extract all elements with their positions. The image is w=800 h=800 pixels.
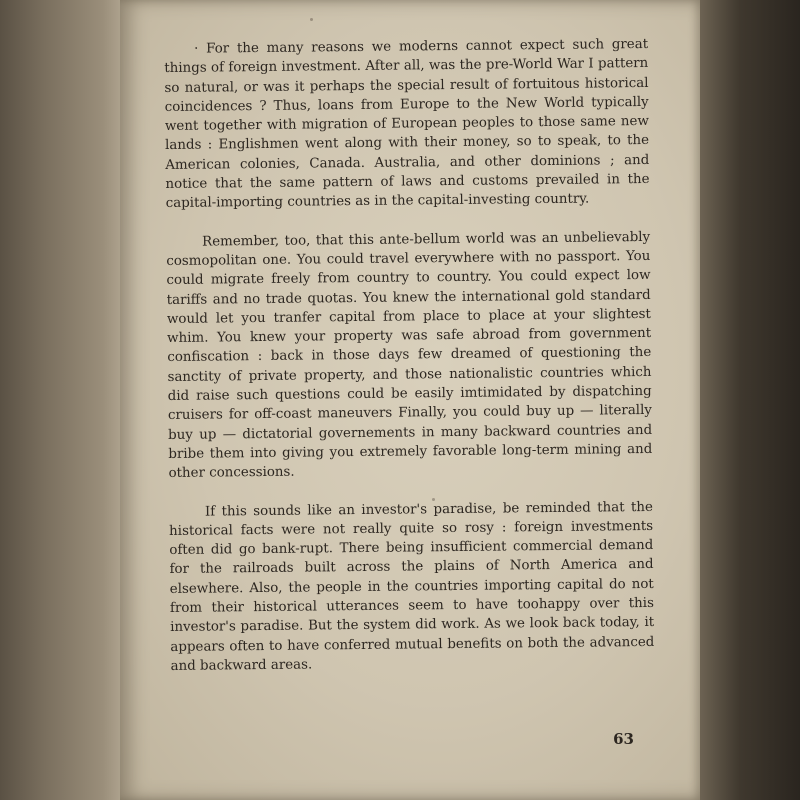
book-page xyxy=(120,0,700,800)
paragraph-3: If this sounds like an investor's paradise, be reminded that the historical facts were not really quite so rosy : foreign investments often did go bank-rupt. There being insufficient commercial demand for the railroads built across the plains of North America and elsewhere. Also, the people in the countries importing capital do not from their historical utterances seem to have toohappy over this investor's paradise. But the system did work. As we look back today, it appears often to have conferred mutual benefits on both the advanced and backward areas. xyxy=(169,499,655,674)
paragraph-2: Remember, too, that this ante-bellum world was an unbelievably cosmopolitan one. You could travel everywhere with no passport. You could migrate freely from country to country. You could expect low tariffs and no trade quotas. You knew the international gold standard would let you tranfer capital from place to place at your slightest whim. You knew your property was safe abroad from government confiscation : back in those days few dreamed of questioning the sanctity of private property, and those nationalistic countries which did raise such questions could be easily imtimidated by dispatching cruisers for off-coast maneuvers Finally, you could buy up — literally buy up — dictatorial governements in many backward countries and bribe them into giving you extremely favorable long-term mining and other concessions. xyxy=(166,229,653,482)
book-spine-edge xyxy=(0,0,128,800)
ink-speck xyxy=(432,498,435,501)
ink-speck xyxy=(492,232,495,235)
page-text xyxy=(164,35,655,676)
book-right-edge xyxy=(700,0,800,800)
page-number: 63 xyxy=(613,730,634,748)
paragraph-1: · For the many reasons we moderns cannot expect such great things of foreign investment. After all, was the pre-World War I pattern so natural, or was it perhaps the special result of fortuitous historical coincidences ? Thus, loans from Europe to the New World typically went together with migration of European peoples to those same new lands : Englishmen went along with their money, so to speak, to the American colonies, Canada. Australia, and other dominions ; and notice that the same pattern of laws and customs prevailed in the capital-importing countries as in the capital-investing country. xyxy=(164,36,650,212)
ink-speck xyxy=(310,18,313,21)
